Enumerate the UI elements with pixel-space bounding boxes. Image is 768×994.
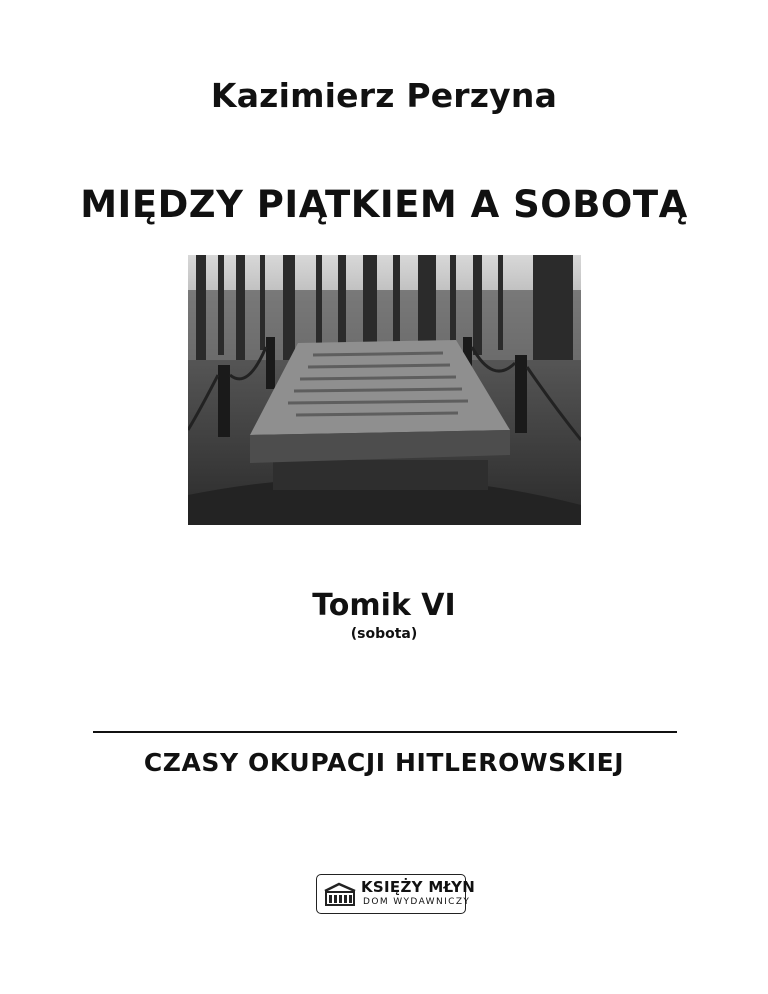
- volume-subtitle: (sobota): [350, 626, 418, 642]
- factory-logo-icon: [323, 881, 357, 907]
- series-title: CZASY OKUPACJI HITLEROWSKIEJ: [143, 748, 625, 777]
- author-name: Kazimierz Perzyna: [210, 76, 558, 115]
- memorial-photo-image: [188, 255, 581, 525]
- book-title: MIĘDZY PIĄTKIEM A SOBOTĄ: [80, 183, 688, 226]
- publisher-logo: [316, 874, 476, 914]
- cover-photo: [188, 255, 581, 525]
- volume-number: Tomik VI: [312, 588, 456, 623]
- divider-line: [93, 731, 677, 733]
- publisher-subtitle: DOM WYDAWNICZY: [363, 897, 471, 907]
- publisher-name: KSIĘŻY MŁYN: [361, 878, 476, 896]
